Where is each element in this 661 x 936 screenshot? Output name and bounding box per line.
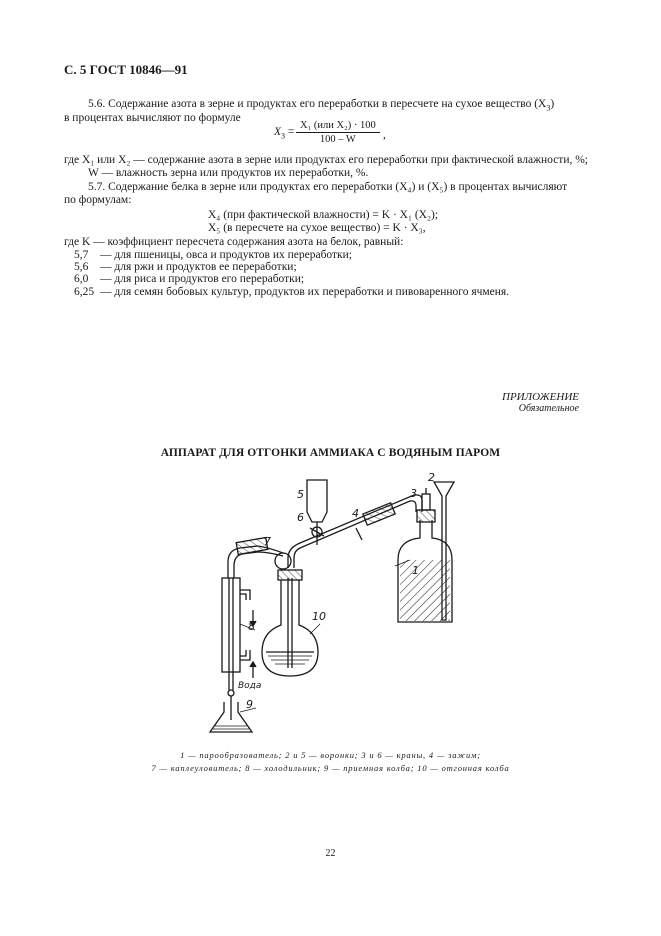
coef-text: — для ржи и продуктов ее переработки; [100, 261, 297, 273]
section-5-6-line2: в процентах вычисляют по формуле [64, 112, 241, 124]
page-number: 22 [325, 848, 336, 859]
formula-x5: X₅ (в пересчете на сухое вещество) = K · X₃, [208, 222, 426, 234]
appendix-status: Обязательное [518, 403, 579, 414]
label-10: 10 [312, 610, 326, 623]
section-5-6-where2: W — влажность зерна или продуктов их переработки, %. [88, 167, 369, 179]
label-water: Вода [238, 681, 262, 691]
steam-generator-bottle [398, 510, 452, 622]
section-5-6-where1: где X₁ или X₂ — содержание азота в зерне или продуктах его переработки при фактической влажности, %; [64, 154, 589, 166]
coef-text: — для семян бобовых культур, продуктов их переработки и пивоваренного ячменя. [100, 286, 510, 298]
coef-value: 6,0 [74, 273, 89, 285]
coef-text: — для пшеницы, овса и продуктов их переработки; [100, 249, 352, 261]
formula-x3-comma: , [383, 129, 386, 141]
coef-text: — для риса и продуктов его переработки; [100, 273, 305, 285]
label-2: 2 [428, 471, 435, 484]
label-6: 6 [297, 511, 304, 524]
section-5-6-sub: 3 [546, 103, 551, 113]
label-8: 8 [248, 620, 255, 633]
label-9: 9 [246, 698, 253, 711]
section-5-6-line1-end: ) [550, 98, 555, 110]
tap-3 [422, 488, 430, 510]
formula-x3-fraction [296, 120, 380, 145]
page-header: С. 5 ГОСТ 10846—91 [64, 62, 188, 77]
funnel-5 [307, 480, 327, 545]
condenser-8 [222, 578, 256, 690]
label-1: 1 [412, 564, 419, 577]
coef-value: 5,6 [74, 261, 89, 273]
appendix-label: ПРИЛОЖЕНИЕ [502, 391, 579, 403]
formula-x3-denominator: 100 – W [319, 134, 356, 145]
section-5-6-line1-text: 5.6. Содержание азота в зерне и продуктах его переработки в пересчете на сухое вещество (X [88, 98, 547, 110]
formula-x3 [274, 125, 294, 143]
label-3: 3 [410, 487, 417, 500]
formula-x3-eq: = [285, 126, 295, 138]
formula-x3-lhs: X [274, 126, 282, 138]
figure-caption-line1: 1 — парообразователь; 2 и 5 — воронки; 3 и 6 — краны, 4 — зажим; [180, 750, 481, 760]
coef-value: 5,7 [74, 249, 89, 261]
figure-caption-line2: 7 — каплеуловитель; 8 — холодильник; 9 — приемная колба; 10 — отгонная колба [151, 763, 510, 773]
label-7: 7 [264, 535, 271, 548]
section-5-7-line2: по формулам: [64, 194, 132, 206]
coef-value: 6,25 [74, 286, 95, 298]
apparatus-figure [190, 465, 480, 740]
where-k: где K — коэффициент пересчета содержания азота на белок, равный: [64, 236, 404, 248]
label-4: 4 [352, 507, 359, 520]
distillation-flask-10 [262, 578, 318, 676]
label-5: 5 [297, 488, 304, 501]
formula-x3-lhs-sub: 3 [281, 131, 286, 141]
formula-x4: X₄ (при фактической влажности) = K · X₁ (X₂); [208, 209, 439, 221]
section-5-7-line1: 5.7. Содержание белка в зерне или продуктах его переработки (X₄) и (X₅) в процентах вычисляют [88, 181, 568, 193]
figure-title: АППАРАТ ДЛЯ ОТГОНКИ АММИАКА С ВОДЯНЫМ ПАРОМ [160, 447, 501, 459]
formula-x3-numerator: X₁ (или X₂) · 100 [296, 120, 380, 133]
